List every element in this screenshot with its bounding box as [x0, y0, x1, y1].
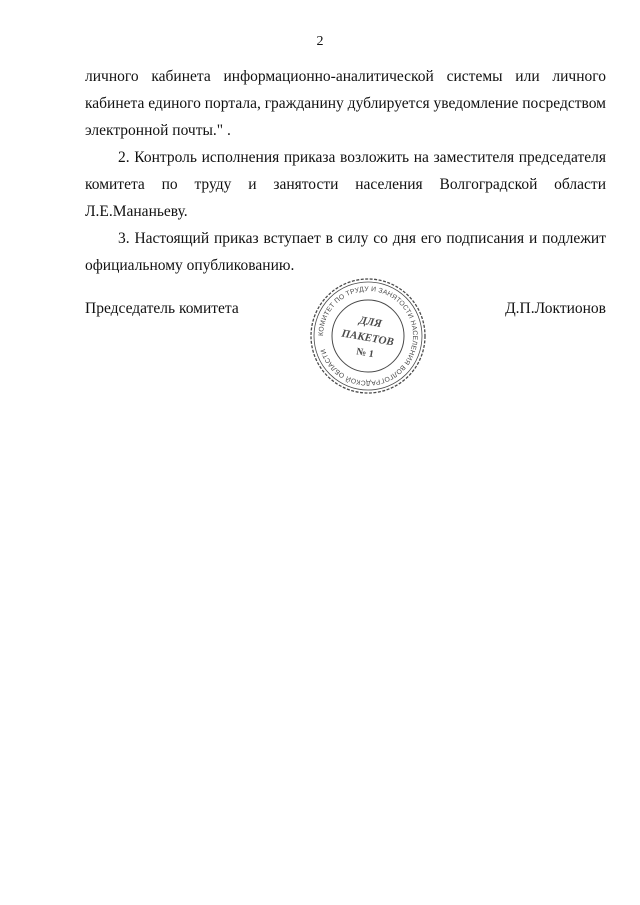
paragraph-line: официальному опубликованию. [85, 257, 295, 274]
stamp-center-line-3: № 1 [355, 346, 375, 361]
paragraph-line: кабинета единого портала, гражданину дублируется уведомление посредством [85, 95, 606, 112]
paragraph-line: 3. Настоящий приказ вступает в силу со дня его подписания и подлежит [118, 230, 606, 247]
page-number: 2 [316, 34, 324, 49]
paragraph-line: 2. Контроль исполнения приказа возложить на заместителя председателя [118, 149, 606, 166]
signature-name: Д.П.Локтионов [505, 300, 606, 317]
signature-position: Председатель комитета [85, 300, 239, 317]
paragraph-line: личного кабинета информационно-аналитической системы или личного [85, 68, 606, 85]
stamp-center-line-1: ДЛЯ [358, 314, 383, 331]
stamp [307, 275, 429, 397]
paragraph-line: электронной почты." . [85, 122, 231, 139]
stamp-center-line-2: ПАКЕТОВ [340, 327, 395, 349]
paragraph-line: Л.Е.Мананьеву. [85, 203, 188, 220]
stamp-ring-text: КОМИТЕТ ПО ТРУДУ И ЗАНЯТОСТИ НАСЕЛЕНИЯ ВОЛГОГРАДСКОЙ ОБЛАСТИ [317, 285, 419, 387]
paragraph-line: комитета по труду и занятости населения Волгоградской области [85, 176, 606, 193]
